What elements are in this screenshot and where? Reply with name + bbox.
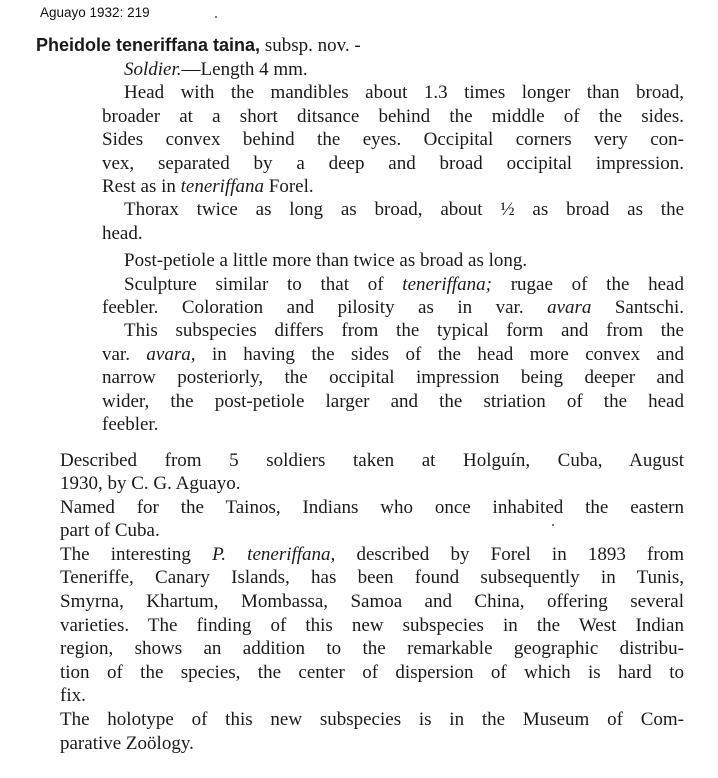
- body-line: The interesting P. teneriffana, described by Forel in 1893 from: [60, 543, 684, 565]
- description-line: Head with the mandibles about 1.3 times longer than broad,: [124, 82, 684, 104]
- body-line: Teneriffe, Canary Islands, has been found subsequently in Tunis,: [60, 567, 684, 589]
- discussion-text: [60, 449, 684, 756]
- citation-label: Aguayo 1932: 219: [40, 5, 150, 20]
- body-line: Named for the Tainos, Indians who once inhabited the eastern: [60, 496, 684, 518]
- body-line: parative Zoölogy.: [60, 732, 194, 754]
- taxon-reference: P. teneriffana,: [212, 543, 336, 565]
- description-line: head.: [102, 222, 143, 244]
- body-line: 1930, by C. G. Aguayo.: [60, 473, 241, 495]
- description-line: Thorax twice as long as broad, about ½ as broad as the: [124, 199, 684, 221]
- taxon-status: subsp. nov. -: [260, 35, 361, 56]
- taxon-reference: teneriffana: [180, 176, 265, 198]
- description-line: wider, the post-petiole larger and the striation of the head: [102, 390, 684, 412]
- description-line: Sides convex behind the eyes. Occipital corners very con-: [102, 129, 684, 151]
- soldier-label: Soldier.: [124, 59, 182, 80]
- description-line: feebler. Coloration and pilosity as in var. avara Santschi.: [102, 297, 685, 319]
- soldier-length: —Length 4 mm.: [181, 59, 308, 80]
- body-line: The holotype of this new subspecies is in the Museum of Com-: [60, 709, 684, 731]
- description-line: Rest as in teneriffana Forel.: [102, 176, 314, 198]
- body-line: Described from 5 soldiers taken at Holguín, Cuba, August: [60, 449, 684, 471]
- taxon-reference: avara: [547, 297, 592, 319]
- description-line: broader at a short ditsance behind the middle of the sides.: [102, 105, 684, 127]
- taxon-name: Pheidole teneriffana taina,: [36, 35, 261, 55]
- species-heading: [36, 34, 684, 57]
- taxon-reference: avara,: [146, 343, 196, 365]
- document-page: [36, 34, 684, 755]
- body-line: tion of the species, the center of dispersion of which is hard to: [60, 661, 684, 683]
- description-line: Post-petiole a little more than twice as broad as long.: [124, 250, 528, 272]
- taxon-reference: teneriffana;: [402, 273, 492, 295]
- description-line: This subspecies differs from the typical form and from the: [124, 320, 684, 342]
- description-line: var. avara, in having the sides of the head more convex and: [102, 343, 684, 365]
- body-line: varieties. The finding of this new subspecies in the West Indian: [60, 614, 684, 636]
- body-line: region, shows an addition to the remarkable geographic distribu-: [60, 638, 684, 660]
- scan-speck: [215, 16, 217, 18]
- description-line: vex, separated by a deep and broad occipital impression.: [102, 152, 684, 174]
- description-line: Sculpture similar to that of teneriffana; rugae of the head: [124, 273, 684, 295]
- description-line: narrow posteriorly, the occipital impression being deeper and: [102, 367, 684, 389]
- soldier-description: [80, 58, 684, 437]
- body-line: Smyrna, Khartum, Mombassa, Samoa and China, offering several: [60, 591, 684, 613]
- body-line: part of Cuba.: [60, 520, 160, 542]
- description-line: feebler.: [102, 414, 159, 436]
- soldier-length-line: [80, 58, 684, 81]
- body-line: fix.: [60, 685, 86, 707]
